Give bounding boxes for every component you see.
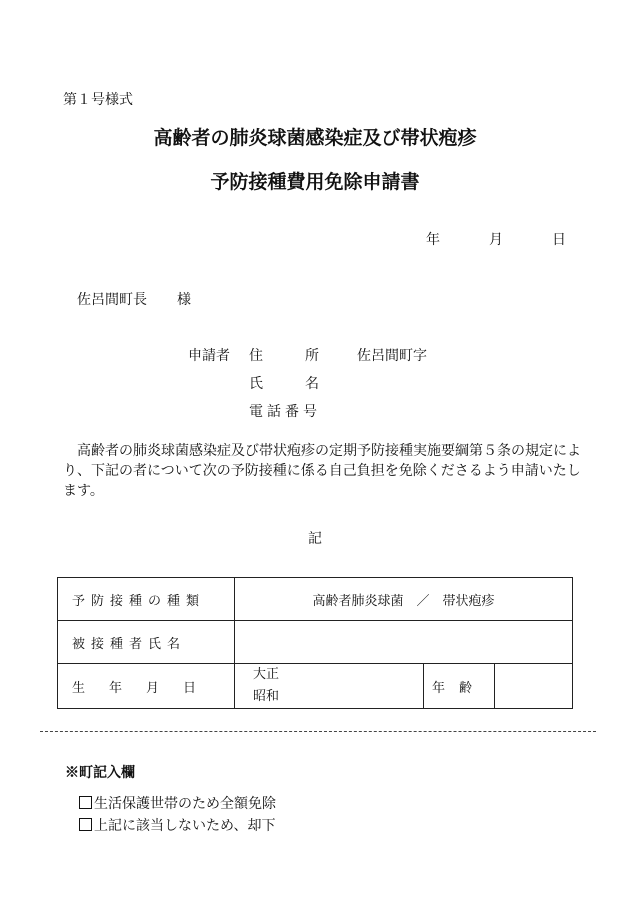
title-line-2: 予防接種費用免除申請書 (210, 171, 420, 193)
table-row-recipient-name (58, 621, 573, 664)
birthdate-label (58, 664, 235, 709)
town-option-exempt[interactable] (79, 793, 276, 813)
addressee (77, 289, 191, 309)
cut-line-divider (40, 731, 596, 732)
date-month-label: 月 (489, 232, 503, 248)
vaccine-type-label: 予防接種の種類 (58, 578, 235, 621)
option-label: 上記に該当しないため、却下 (94, 818, 276, 834)
vaccine-type-value[interactable]: 高齢者肺炎球菌 ／ 帯状疱疹 (235, 578, 573, 621)
birth-label-part: 日 (183, 680, 197, 696)
applicant-label: 申請者 (188, 348, 230, 364)
recipient-name-label: 被接種者氏名 (58, 621, 235, 664)
date-day-label: 日 (552, 232, 566, 248)
option-label: 生活保護世帯のため全額免除 (94, 796, 276, 812)
checkbox-icon[interactable] (79, 818, 92, 831)
town-option-reject[interactable] (79, 815, 275, 835)
applicant-phone-label: 電話番号 (249, 404, 321, 420)
era-taisho: 大正 (253, 667, 280, 682)
application-table (57, 577, 573, 709)
era-showa: 昭和 (253, 689, 280, 704)
table-row-vaccine-type (58, 578, 573, 621)
addressee-suffix: 様 (177, 292, 191, 308)
birth-label-part: 年 (109, 680, 123, 696)
applicant-address-label: 住所 (249, 348, 361, 364)
birthdate-field[interactable] (235, 664, 424, 709)
table-row-birthdate (58, 664, 573, 709)
form-number: 第１号様式 (63, 92, 133, 108)
birth-label-part: 生 (72, 680, 86, 696)
date-year-label: 年 (426, 232, 440, 248)
title-line-1: 高齢者の肺炎球菌感染症及び帯状疱疹 (153, 127, 477, 149)
town-section-heading: ※町記入欄 (65, 765, 135, 781)
body-paragraph: 高齢者の肺炎球菌感染症及び帯状疱疹の定期予防接種実施要綱第５条の規定により、下記の者について次の予防接種に係る自己負担を免除くださるよう申請いたします。 (63, 443, 581, 499)
age-field[interactable] (495, 664, 573, 709)
recipient-name-field[interactable] (235, 621, 573, 664)
applicant-name-label: 氏名 (249, 376, 361, 392)
applicant-address-value[interactable]: 佐呂間町字 (357, 348, 427, 364)
age-label: 年齢 (424, 664, 495, 709)
checkbox-icon[interactable] (79, 796, 92, 809)
ki-label: 記 (308, 531, 322, 547)
birth-label-part: 月 (146, 680, 160, 696)
addressee-name: 佐呂間町長 (77, 292, 147, 308)
